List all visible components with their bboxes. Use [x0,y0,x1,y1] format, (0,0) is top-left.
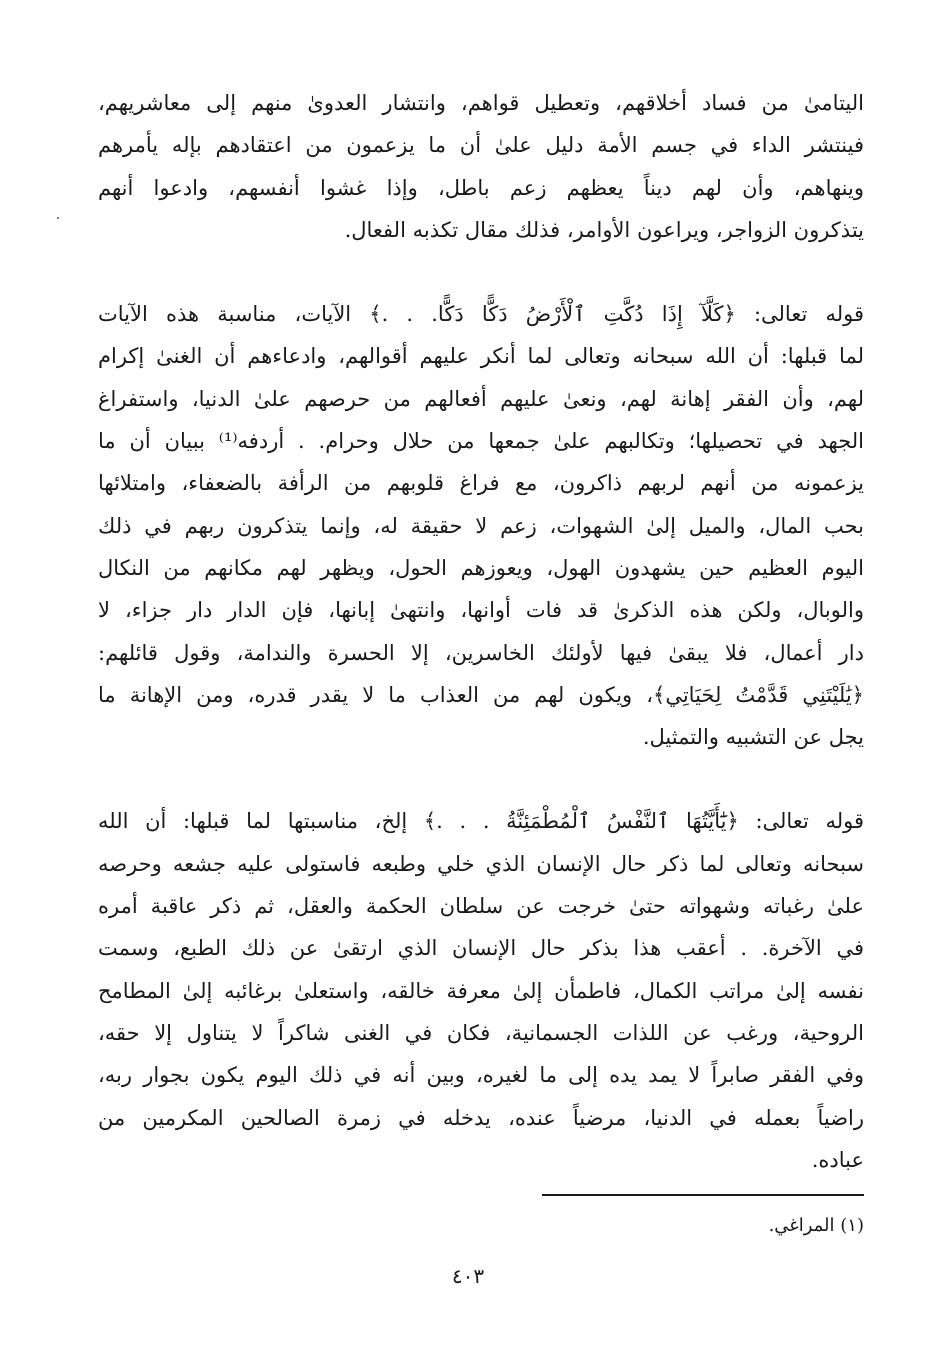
text-line: وفي الفقر صابراً لا يمد يده إلى ما لغيره، وبين أنه في ذلك اليوم يكون بجوار ربه، [98,1063,864,1088]
text-line: يجل عن التشبيه والتمثيل. [642,725,864,750]
paragraph-gap [98,251,864,293]
text-line: نفسه إلىٰ مراتب الكمال، فاطمأن إلىٰ معرفة خالقه، واستعلىٰ برغائبه إلىٰ المطامح [98,978,864,1003]
text-line: دار أعمال، فلا يبقىٰ فيها لأولئك الخاسرين، إلا الحسرة والندامة، وقول قائلهم: [98,640,864,665]
text-line: وينهاهم، وأن لهم ديناً يعظهم زعم باطل، وإذا غشوا أنفسهم، وادعوا أنهم [98,175,864,200]
page-number: ٤٠٣ [451,1264,485,1288]
text-line: يتذكرون الزواجر، ويراعون الأوامر، فذلك مقال تكذبه الفعال. [344,217,864,242]
text-line: في الآخرة. . أعقب هذا بذكر حال الإنسان الذي ارتقىٰ عن ذلك الطبع، وسمت [98,936,864,961]
paragraph-gap [98,758,864,800]
paragraph-1 [98,82,864,251]
text-line: قوله تعالى: ﴿كَلَّآ إِذَا دُكَّتِ ٱلْأَرْضُ دَكًّا دَكًّا. . .﴾ الآيات، مناسبة هذه الآيات [98,302,864,327]
text-line: والوبال، ولكن هذه الذكرىٰ قد فات أوانها، وانتهىٰ إبانها، فإن الدار دار جزاء، لا [98,598,864,623]
footnote-divider [542,1194,864,1196]
text-line: يزعمونه من أنهم لربهم ذاكرون، مع فراغ قلوبهم من الرأفة بالضعفاء، وامتلائها [98,471,864,496]
footnote: (١) المراغي. [768,1215,864,1236]
text-line: فينتشر الداء في جسم الأمة دليل علىٰ أن ما يزعمون من اعتقادهم بإله يأمرهم [98,133,864,158]
scan-speck [57,217,59,219]
text-line: علىٰ رغباته وشهواته حتىٰ خرجت عن سلطان الحكمة والعقل، ثم ذكر عاقبة أمره [98,894,864,919]
text-line: الروحية، ورغب عن اللذات الجسمانية، فكان في الغنى شاكراً لا يتناول إلا حقه، [98,1020,864,1045]
text-line: الجهد في تحصيلها؛ وتكالبهم علىٰ جمعها من حلال وحرام. . أردفه⁽¹⁾ ببيان أن ما [98,429,864,454]
page-body [98,82,864,1181]
text-line: سبحانه وتعالى لما ذكر حال الإنسان الذي خلي وطبعه فاستولى عليه جشعه وحرصه [98,851,864,876]
paragraph-2 [98,293,864,758]
text-line: اليوم العظيم حين يشهدون الهول، ويعوزهم الحول، ويظهر لهم مكانهم من النكال [98,555,864,580]
text-line: عباده. [811,1147,864,1172]
paragraph-3 [98,800,864,1181]
text-line: ﴿يَٰلَيْتَنِي قَدَّمْتُ لِحَيَاتِي﴾، ويكون لهم من العذاب ما لا يقدر قدره، ومن الإهانة ما [98,682,864,707]
text-line: راضياً بعمله في الدنيا، مرضياً عنده، يدخله في زمرة الصالحين المكرمين من [98,1105,864,1130]
text-line: بحب المال، والميل إلىٰ الشهوات، زعم لا حقيقة له، وإنما يتذكرون ربهم في ذلك [98,513,864,538]
text-line: لما قبلها: أن الله سبحانه وتعالى لما أنكر عليهم أقوالهم، وادعاءهم أن الغنىٰ إكرام [98,344,864,369]
text-line: لهم، وأن الفقر إهانة لهم، ونعىٰ عليهم أفعالهم من حرصهم علىٰ الدنيا، واستفراغ [98,386,864,411]
text-line: قوله تعالى: ﴿يَٰٓأَيَّتُهَا ٱلنَّفْسُ ٱلْمُطْمَئِنَّةُ . . .﴾ إلخ، مناسبتها لما قبلها: أن الله [98,809,864,834]
text-line: اليتامىٰ من فساد أخلاقهم، وتعطيل قواهم، وانتشار العدوىٰ منهم إلى معاشريهم، [98,91,864,115]
